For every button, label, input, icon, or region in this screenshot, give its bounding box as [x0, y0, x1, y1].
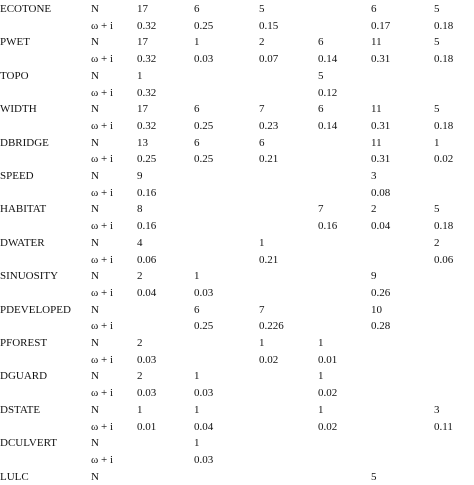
table-row [0, 335, 474, 351]
value-cell: 6 [194, 3, 200, 15]
value-cell: 0.15 [259, 19, 279, 32]
value-cell: 9 [371, 270, 377, 283]
value-cell: 1 [318, 337, 324, 349]
value-cell: 0.26 [371, 286, 391, 299]
value-cell: 0.31 [371, 53, 391, 66]
value-cell: 1 [194, 36, 200, 49]
value-cell: 0.04 [137, 286, 157, 299]
value-cell: 4 [137, 236, 143, 249]
statistic-label-cell: N [91, 403, 99, 416]
value-cell: 0.18 [434, 220, 454, 233]
statistic-label-cell: N [91, 236, 99, 249]
value-cell: 1 [194, 270, 200, 283]
variable-name-cell: DGUARD [0, 370, 48, 383]
variable-name-cell: HABITAT [0, 203, 47, 216]
table-row [0, 185, 474, 201]
statistic-label-cell: ω + i [91, 86, 113, 99]
table-row [0, 352, 474, 368]
statistic-label-cell: ω + i [91, 420, 113, 433]
table-row [0, 419, 474, 435]
value-cell: 6 [318, 103, 324, 116]
variable-name-cell: SINUOSITY [0, 270, 59, 283]
table-row [0, 1, 474, 17]
value-cell: 0.18 [434, 19, 454, 32]
statistic-label-cell: N [91, 136, 99, 149]
table-row [0, 101, 474, 117]
value-cell: 2 [137, 270, 143, 283]
value-cell: 6 [194, 303, 200, 316]
table-row [0, 201, 474, 217]
variable-name-cell: WIDTH [0, 103, 37, 116]
table-row [0, 252, 474, 268]
value-cell: 1 [194, 437, 200, 450]
table-row [0, 452, 474, 468]
value-cell: 0.31 [371, 119, 391, 132]
statistic-label-cell: ω + i [91, 220, 113, 233]
statistic-label-cell: N [91, 337, 99, 349]
value-cell: 0.16 [137, 186, 157, 199]
value-cell: 3 [371, 170, 377, 182]
value-cell: 1 [194, 403, 200, 416]
value-cell: 1 [318, 403, 324, 416]
table-row [0, 18, 474, 34]
value-cell: 0.01 [318, 353, 338, 366]
statistic-label-cell: ω + i [91, 387, 113, 400]
value-cell: 17 [137, 36, 148, 49]
statistic-label-cell: N [91, 370, 99, 383]
value-cell: 0.03 [194, 286, 214, 299]
table-row [0, 268, 474, 284]
value-cell: 6 [371, 3, 377, 15]
value-cell: 17 [137, 3, 148, 15]
value-cell: 0.25 [194, 119, 214, 132]
value-cell: 0.21 [259, 253, 279, 266]
variable-name-cell: PDEVELOPED [0, 303, 71, 316]
value-cell: 5 [371, 470, 377, 483]
value-cell: 1 [259, 337, 265, 349]
statistic-label-cell: N [91, 470, 99, 483]
variable-name-cell: DSTATE [0, 403, 41, 416]
table-row [0, 285, 474, 301]
value-cell: 0.03 [137, 353, 157, 366]
table-row [0, 235, 474, 251]
value-cell: 0.02 [318, 420, 338, 433]
value-cell: 9 [137, 170, 143, 182]
value-cell: 5 [318, 69, 324, 82]
value-cell: 0.32 [137, 53, 157, 66]
value-cell: 0.18 [434, 53, 454, 66]
value-cell: 0.11 [434, 420, 453, 433]
value-cell: 2 [137, 337, 143, 349]
value-cell: 0.01 [137, 420, 157, 433]
value-cell: 11 [371, 136, 382, 149]
value-cell: 0.28 [371, 320, 391, 333]
statistic-label-cell: ω + i [91, 19, 113, 32]
table-row [0, 218, 474, 234]
value-cell: 6 [194, 103, 200, 116]
value-cell: 0.06 [137, 253, 157, 266]
value-cell: 0.32 [137, 19, 157, 32]
value-cell: 0.16 [318, 220, 338, 233]
value-cell: 2 [259, 36, 265, 49]
value-cell: 0.25 [194, 19, 214, 32]
value-cell: 0.08 [371, 186, 391, 199]
value-cell: 0.32 [137, 86, 157, 99]
value-cell: 8 [137, 203, 143, 216]
value-cell: 0.16 [137, 220, 157, 233]
statistic-label-cell: ω + i [91, 153, 113, 166]
table-row [0, 402, 474, 418]
value-cell: 0.06 [434, 253, 454, 266]
value-cell: 0.14 [318, 53, 338, 66]
statistic-label-cell: ω + i [91, 320, 113, 333]
table-row [0, 469, 474, 485]
value-cell: 0.226 [259, 320, 284, 333]
table-row [0, 318, 474, 334]
value-cell: 1 [137, 69, 143, 82]
value-cell: 2 [434, 236, 440, 249]
value-cell: 0.25 [194, 153, 214, 166]
value-cell: 7 [259, 103, 265, 116]
value-cell: 6 [318, 36, 324, 49]
value-cell: 0.07 [259, 53, 279, 66]
value-cell: 5 [434, 36, 440, 49]
variable-name-cell: DBRIDGE [0, 136, 49, 149]
variable-name-cell: DCULVERT [0, 437, 57, 450]
statistic-label-cell: N [91, 3, 99, 15]
table-row [0, 118, 474, 134]
statistic-label-cell: N [91, 170, 99, 182]
value-cell: 0.18 [434, 119, 454, 132]
value-cell: 3 [434, 403, 440, 416]
table-row [0, 151, 474, 167]
value-cell: 0.03 [194, 453, 214, 466]
value-cell: 17 [137, 103, 148, 116]
value-cell: 0.17 [371, 19, 391, 32]
table-row [0, 385, 474, 401]
variable-name-cell: ECOTONE [0, 3, 52, 15]
value-cell: 5 [259, 3, 265, 15]
table-row [0, 435, 474, 451]
value-cell: 1 [259, 236, 265, 249]
table-row [0, 302, 474, 318]
value-cell: 5 [434, 103, 440, 116]
table-row [0, 135, 474, 151]
table-row [0, 168, 474, 184]
value-cell: 0.25 [194, 320, 214, 333]
statistic-label-cell: N [91, 270, 99, 283]
value-cell: 0.02 [259, 353, 279, 366]
value-cell: 1 [137, 403, 143, 416]
value-cell: 7 [259, 303, 265, 316]
statistic-label-cell: N [91, 203, 99, 216]
value-cell: 13 [137, 136, 148, 149]
value-cell: 7 [318, 203, 324, 216]
table-row [0, 51, 474, 67]
value-cell: 0.02 [318, 387, 338, 400]
value-cell: 1 [194, 370, 200, 383]
statistic-label-cell: ω + i [91, 253, 113, 266]
value-cell: 2 [137, 370, 143, 383]
value-cell: 0.14 [318, 119, 338, 132]
variable-name-cell: SPEED [0, 170, 34, 182]
variable-name-cell: DWATER [0, 236, 45, 249]
statistic-label-cell: ω + i [91, 186, 113, 199]
value-cell: 5 [434, 203, 440, 216]
statistic-label-cell: ω + i [91, 453, 113, 466]
value-cell: 0.03 [194, 53, 214, 66]
statistic-label-cell: N [91, 437, 99, 450]
value-cell: 0.31 [371, 153, 391, 166]
value-cell: 0.32 [137, 119, 157, 132]
value-cell: 0.03 [137, 387, 157, 400]
value-cell: 0.12 [318, 86, 338, 99]
variable-name-cell: PWET [0, 36, 30, 49]
statistic-label-cell: N [91, 303, 99, 316]
variable-name-cell: PFOREST [0, 337, 48, 349]
value-cell: 0.02 [434, 153, 454, 166]
value-cell: 11 [371, 36, 382, 49]
value-cell: 0.25 [137, 153, 157, 166]
value-cell: 0.03 [194, 387, 214, 400]
statistic-label-cell: N [91, 103, 99, 116]
value-cell: 6 [259, 136, 265, 149]
value-cell: 0.23 [259, 119, 279, 132]
value-cell: 11 [371, 103, 382, 116]
value-cell: 0.04 [194, 420, 214, 433]
variable-name-cell: LULC [0, 470, 29, 483]
value-cell: 6 [194, 136, 200, 149]
statistic-label-cell: N [91, 69, 99, 82]
value-cell: 2 [371, 203, 377, 216]
value-cell: 1 [318, 370, 324, 383]
statistic-label-cell: ω + i [91, 53, 113, 66]
value-cell: 1 [434, 136, 440, 149]
value-cell: 0.04 [371, 220, 391, 233]
value-cell: 5 [434, 3, 440, 15]
statistic-label-cell: ω + i [91, 286, 113, 299]
table-row [0, 34, 474, 50]
statistic-label-cell: ω + i [91, 119, 113, 132]
table-row [0, 368, 474, 384]
value-cell: 0.21 [259, 153, 279, 166]
table-row [0, 85, 474, 101]
table-row [0, 68, 474, 84]
value-cell: 10 [371, 303, 382, 316]
statistic-label-cell: ω + i [91, 353, 113, 366]
statistic-label-cell: N [91, 36, 99, 49]
variable-name-cell: TOPO [0, 69, 29, 82]
